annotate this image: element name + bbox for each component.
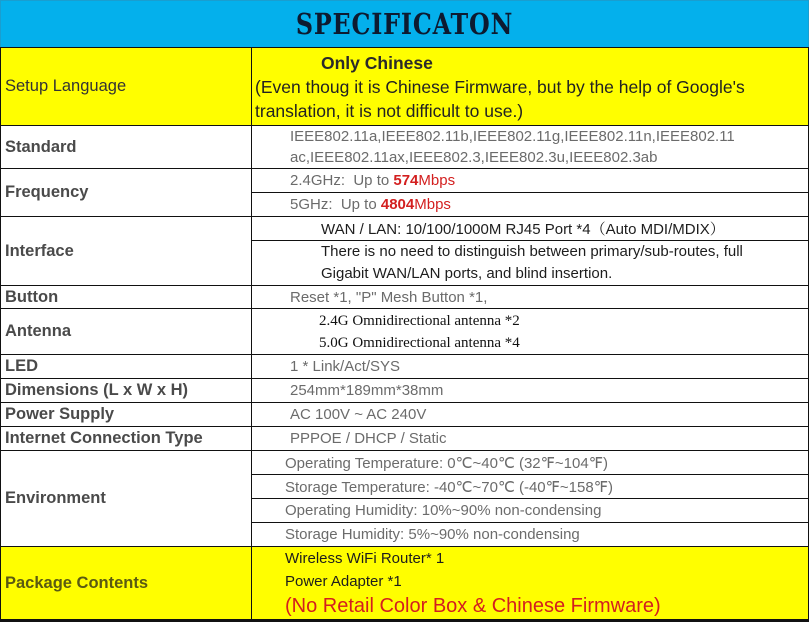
value-standard (252, 126, 809, 169)
environment-item: Storage Humidity: 5%~90% non-condensing (252, 523, 809, 547)
freq-5-prefix: 5GHz: Up to (290, 196, 381, 213)
value-power-supply: AC 100V ~ AC 240V (252, 403, 809, 427)
row-power-supply (1, 403, 809, 427)
label-standard: Standard (1, 126, 252, 169)
interface-note-1: There is no need to distinguish between primary/sub-routes, full (321, 243, 743, 260)
value-interface-note (252, 241, 809, 286)
value-interface-ports: WAN / LAN: 10/100/1000M RJ45 Port *4（Auto MDI/MDIX） (252, 217, 809, 241)
antenna-line-1: 2.4G Omnidirectional antenna *2 (319, 312, 520, 329)
freq-5-speed: 4804 (380, 196, 415, 213)
row-led (1, 355, 809, 379)
row-frequency-24 (1, 169, 809, 193)
row-internet-connection (1, 427, 809, 451)
value-dimensions: 254mm*189mm*38mm (252, 379, 809, 403)
value-setup-language (252, 48, 809, 126)
package-item-adapter: Power Adapter *1 (285, 573, 402, 590)
label-environment: Environment (1, 451, 252, 547)
value-led: 1 * Link/Act/SYS (252, 355, 809, 379)
row-setup-language (1, 48, 809, 126)
label-dimensions: Dimensions (L x W x H) (1, 379, 252, 403)
label-interface: Interface (1, 217, 252, 286)
row-interface-ports (1, 217, 809, 241)
row-environment-1 (1, 451, 809, 475)
setup-language-note-2: translation, it is not difficult to use.) (255, 100, 524, 121)
freq-5-unit: Mbps (414, 196, 451, 213)
value-internet-connection: PPPOE / DHCP / Static (252, 427, 809, 451)
environment-item: Operating Humidity: 10%~90% non-condensing (252, 499, 809, 523)
value-antenna (252, 309, 809, 355)
page-title: SPECIFICATON (295, 7, 514, 41)
value-frequency-5 (252, 193, 809, 217)
standard-line-1: IEEE802.11a,IEEE802.11b,IEEE802.11g,IEEE802.11n,IEEE802.11 (290, 128, 735, 145)
environment-item: Storage Temperature: -40℃~70℃ (-40℉~158℉) (252, 475, 809, 499)
label-antenna: Antenna (1, 309, 252, 355)
label-internet-connection: Internet Connection Type (1, 427, 252, 451)
spec-title-bar (0, 0, 809, 49)
label-power-supply: Power Supply (1, 403, 252, 427)
label-button: Button (1, 286, 252, 309)
label-package-contents: Package Contents (1, 547, 252, 621)
label-led: LED (1, 355, 252, 379)
row-standard (1, 126, 809, 169)
row-button (1, 286, 809, 309)
interface-note-2: Gigabit WAN/LAN ports, and blind insertion. (321, 265, 613, 282)
antenna-line-2: 5.0G Omnidirectional antenna *4 (319, 334, 520, 351)
row-antenna (1, 309, 809, 355)
label-setup-language: Setup Language (1, 48, 252, 126)
package-item-router: Wireless WiFi Router* 1 (285, 550, 445, 567)
row-dimensions (1, 379, 809, 403)
environment-item: Operating Temperature: 0℃~40℃ (32℉~104℉) (252, 451, 809, 475)
package-note: (No Retail Color Box & Chinese Firmware) (285, 595, 661, 617)
freq-24-prefix: 2.4GHz: Up to (290, 172, 394, 189)
setup-language-headline: Only Chinese (321, 52, 433, 73)
label-frequency: Frequency (1, 169, 252, 217)
value-button: Reset *1, "P" Mesh Button *1, (252, 286, 809, 309)
standard-line-2: ac,IEEE802.11ax,IEEE802.3,IEEE802.3u,IEEE802.3ab (290, 149, 658, 166)
row-package-contents (1, 547, 809, 621)
spec-table (0, 47, 809, 622)
value-package-contents (252, 547, 809, 621)
setup-language-note-1: (Even thoug it is Chinese Firmware, but by the help of Google's (255, 76, 745, 97)
value-frequency-24 (252, 169, 809, 193)
freq-24-unit: Mbps (418, 172, 456, 189)
freq-24-speed: 574 (393, 172, 419, 189)
